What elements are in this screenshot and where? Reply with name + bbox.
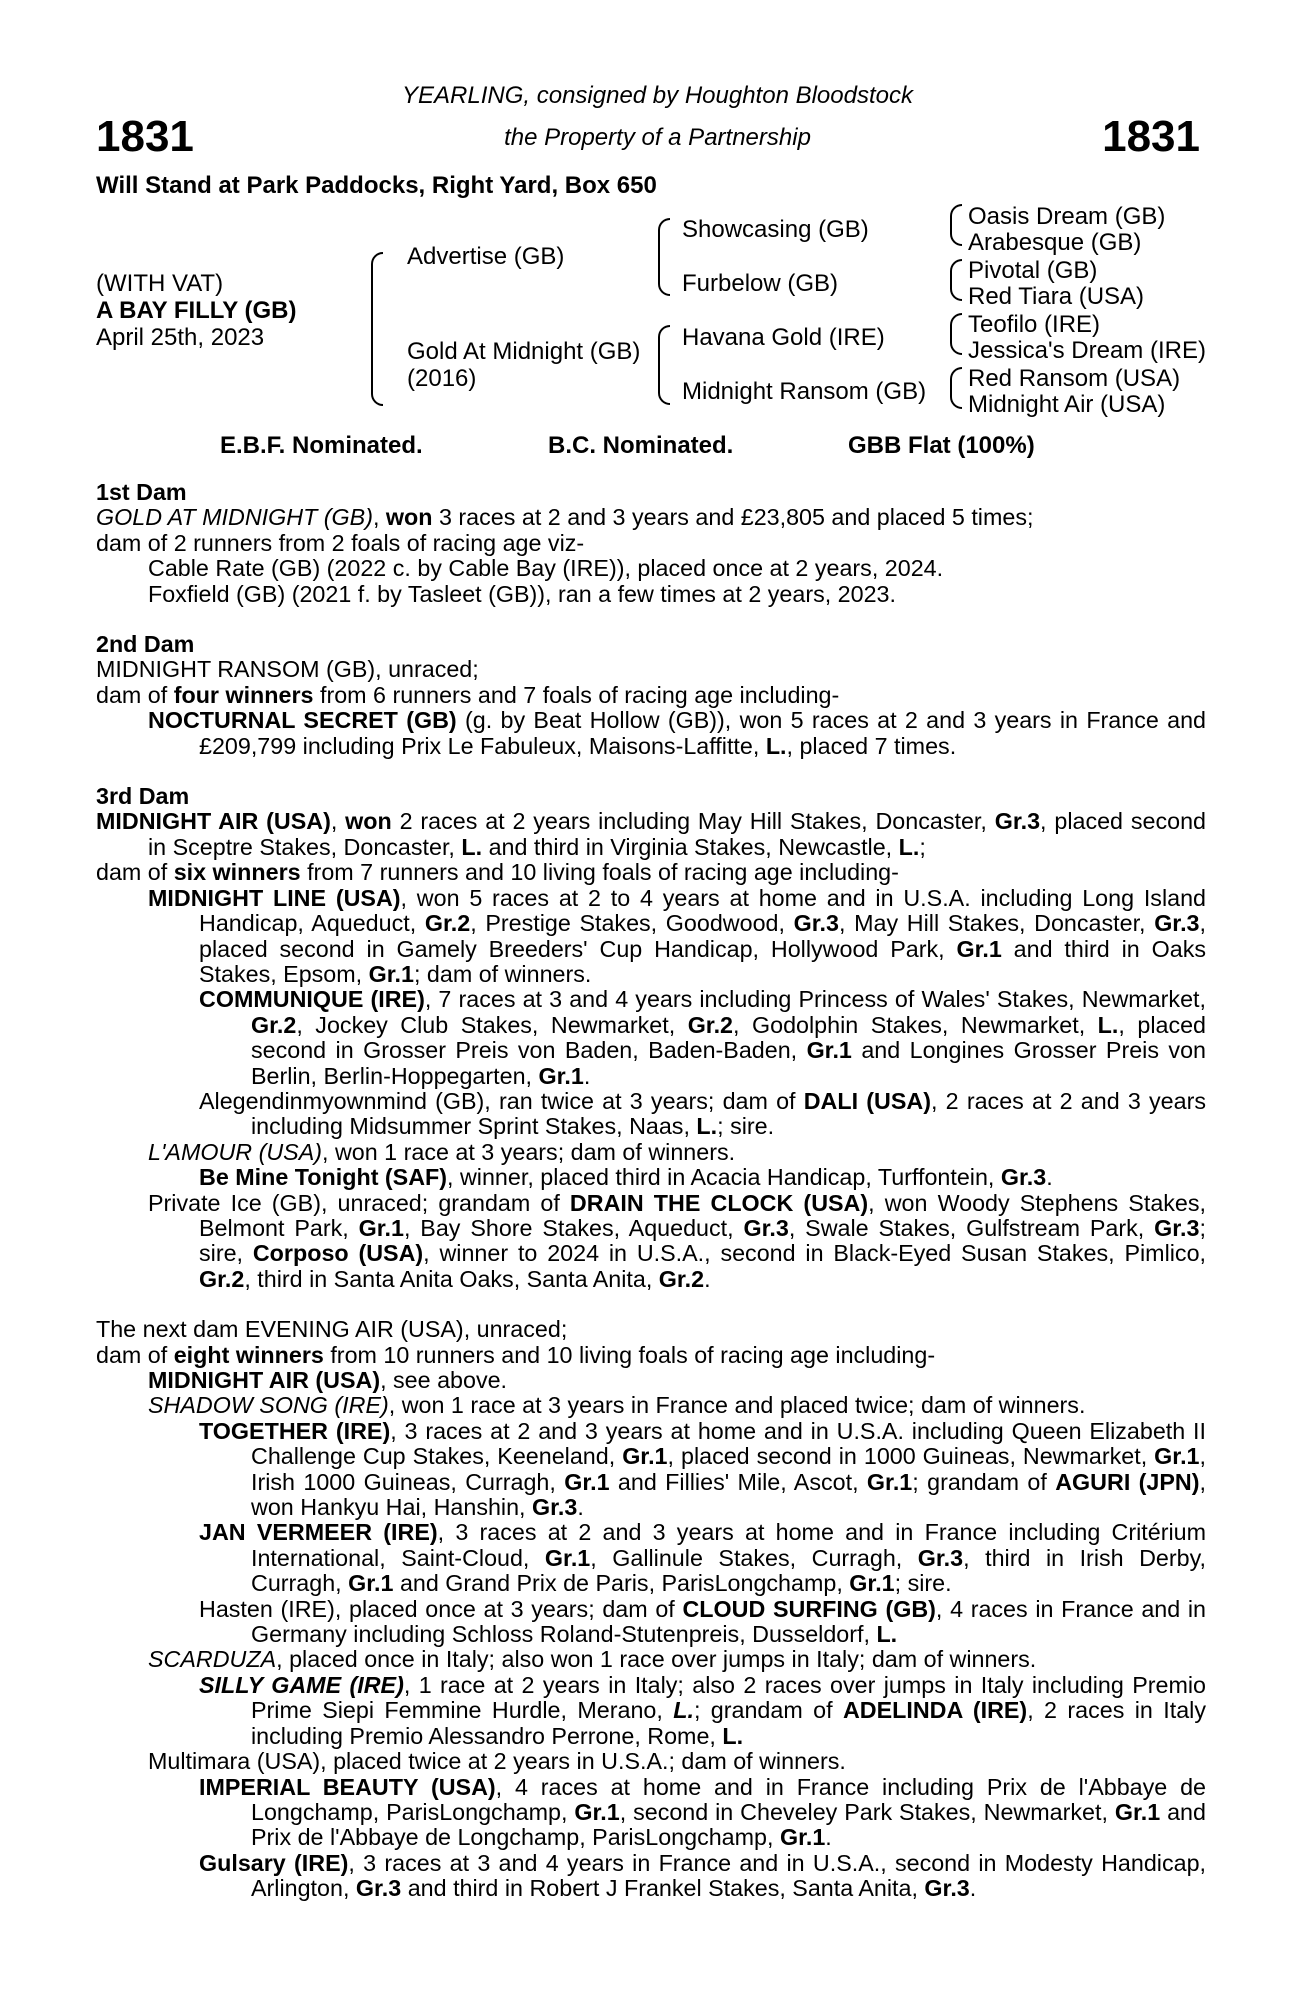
produce-entry: Foxfield (GB) (2021 f. by Tasleet (GB)), ran a few times at 2 years, 2023. xyxy=(148,580,896,607)
produce-entry: NOCTURNAL SECRET (GB) (g. by Beat Hollow (GB)), won 5 races at 2 and 3 years in France and £209,799 including Prix Le Fabuleux, Maisons-Laffitte, L., placed 7 times. xyxy=(148,707,1206,759)
ggp-7: Red Ransom (USA) xyxy=(968,365,1181,392)
produce-entry: Multimara (USA), placed twice at 2 years in U.S.A.; dam of winners. xyxy=(148,1748,846,1775)
ggp-1: Oasis Dream (GB) xyxy=(968,203,1166,230)
third-dam-line: MIDNIGHT AIR (USA), won 2 races at 2 years including May Hill Stakes, Doncaster, Gr.3, placed second in Sceptre Stakes, Doncaster, L. and third in Virginia Stakes, Newcastle, L.; xyxy=(96,808,1206,860)
pedigree-brace-g3 xyxy=(950,313,962,355)
next-dam-produce-summary: dam of eight winners from 10 runners and 10 living foals of racing age including- xyxy=(96,1341,936,1368)
ggp-4: Red Tiara (USA) xyxy=(968,283,1145,310)
produce-entry: Be Mine Tonight (SAF), winner, placed third in Acacia Handicap, Turffontein, Gr.3. xyxy=(199,1164,1053,1191)
ggp-2: Arabesque (GB) xyxy=(968,229,1142,256)
dam-foaled-year: (2016) xyxy=(407,365,477,392)
ggp-8: Midnight Air (USA) xyxy=(968,391,1166,418)
grandsire-paternal: Showcasing (GB) xyxy=(682,216,869,243)
produce-entry: Hasten (IRE), placed once at 3 years; dam of CLOUD SURFING (GB), 4 races in France and in Germany including Schloss Roland-Stutenpreis, Dusseldorf, L. xyxy=(199,1595,1206,1648)
lot-number-left: 1831 xyxy=(96,112,194,161)
produce-entry: Private Ice (GB), unraced; grandam of DRAIN THE CLOCK (USA), won Woody Stephens Stakes, Belmont Park, Gr.1, Bay Shore Stakes, Aqueduct, Gr.3, Swale Stakes, Gulfstream Park, Gr.3; sire, Corposo (USA), winner to 2024 in U.S.A., second in Black-Eyed Susan Stakes, Pimlico, Gr.2, third in Santa Anita Oaks, Santa Anita, Gr.2. xyxy=(148,1189,1207,1292)
third-dam-heading: 3rd Dam xyxy=(96,783,190,810)
produce-entry: Gulsary (IRE), 3 races at 3 and 4 years in France and in U.S.A., second in Modesty Handicap, Arlington, Gr.3 and third in Robert J Frankel Stakes, Santa Anita, Gr.3. xyxy=(199,1849,1206,1902)
pedigree-brace-g1 xyxy=(950,204,962,246)
granddam-maternal: Midnight Ransom (GB) xyxy=(682,378,927,405)
horse-name: A BAY FILLY (GB) xyxy=(96,297,297,324)
ggp-5: Teofilo (IRE) xyxy=(968,311,1101,338)
pedigree-brace-dam xyxy=(658,325,670,405)
pedigree-brace-main xyxy=(371,252,383,406)
produce-entry: L'AMOUR (USA), won 1 race at 3 years; dam of winners. xyxy=(148,1138,736,1165)
sire-name: Advertise (GB) xyxy=(407,243,565,270)
second-dam-produce-summary: dam of four winners from 6 runners and 7 foals of racing age including- xyxy=(96,681,840,708)
produce-entry: COMMUNIQUE (IRE), 7 races at 3 and 4 years including Princess of Wales' Stakes, Newmarket, Gr.2, Jockey Club Stakes, Newmarket, Gr.2, Godolphin Stakes, Newmarket, L., placed second in Grosser Preis von Baden, Baden-Baden, Gr.1 and Longines Grosser Preis von Berlin, Berlin-Hoppegarten, Gr.1. xyxy=(199,986,1207,1089)
third-dam-produce-summary: dam of six winners from 7 runners and 10 living foals of racing age including- xyxy=(96,859,899,886)
pedigree-brace-g2 xyxy=(950,259,962,301)
first-dam-heading: 1st Dam xyxy=(96,479,187,505)
produce-entry: Cable Rate (GB) (2022 c. by Cable Bay (IRE)), placed once at 2 years, 2024. xyxy=(148,555,944,582)
grandsire-maternal: Havana Gold (IRE) xyxy=(682,324,885,351)
produce-entry: SCARDUZA, placed once in Italy; also won 1 race over jumps in Italy; dam of winners. xyxy=(148,1646,1037,1673)
consignor-line: YEARLING, consigned by Houghton Bloodstock xyxy=(402,82,913,109)
produce-entry: TOGETHER (IRE), 3 races at 2 and 3 years at home and in U.S.A. including Queen Elizabeth II Challenge Cup Stakes, Keeneland, Gr.1, placed second in 1000 Guineas, Newmarket, Gr.1, Irish 1000 Guineas, Curragh, Gr.1 and Fillies' Mile, Ascot, Gr.1; grandam of AGURI (JPN), won Hankyu Hai, Hanshin, Gr.3. xyxy=(199,1417,1207,1521)
produce-entry: IMPERIAL BEAUTY (USA), 4 races at home and in France including Prix de l'Abbaye de Longchamp, ParisLongchamp, Gr.1, second in Cheveley Park Stakes, Newmarket, Gr.1 and Prix de l'Abbaye de Longchamp, ParisLongchamp, Gr.1. xyxy=(199,1773,1206,1851)
pedigree-brace-sire xyxy=(658,218,670,296)
bc-nomination: B.C. Nominated. xyxy=(548,432,734,459)
produce-entry: MIDNIGHT LINE (USA), won 5 races at 2 to 4 years at home and in U.S.A. including Long Island Handicap, Aqueduct, Gr.2, Prestige Stakes, Goodwood, Gr.3, May Hill Stakes, Doncaster, Gr.3, placed second in Gamely Breeders' Cup Handicap, Hollywood Park, Gr.1 and third in Oaks Stakes, Epsom, Gr.1; dam of winners. xyxy=(148,884,1207,987)
produce-entry: MIDNIGHT AIR (USA), see above. xyxy=(148,1367,508,1393)
produce-entry: JAN VERMEER (IRE), 3 races at 2 and 3 years at home and in France including Critérium International, Saint-Cloud, Gr.1, Gallinule Stakes, Curragh, Gr.3, third in Irish Derby, Curragh, Gr.1 and Grand Prix de Paris, ParisLongchamp, Gr.1; sire. xyxy=(199,1519,1206,1597)
gbb-flat: GBB Flat (100%) xyxy=(848,432,1035,459)
ggp-3: Pivotal (GB) xyxy=(968,257,1098,284)
produce-entry: SILLY GAME (IRE), 1 race at 2 years in Italy; also 2 races over jumps in Italy including Premio Prime Siepi Femmine Hurdle, Merano, L.; grandam of ADELINDA (IRE), 2 races in Italy including Premio Alessandro Perrone, Rome, L. xyxy=(199,1671,1206,1749)
second-dam-line: MIDNIGHT RANSOM (GB), unraced; xyxy=(96,656,479,683)
pedigree-brace-g4 xyxy=(950,367,962,409)
property-line: the Property of a Partnership xyxy=(504,124,811,151)
first-dam-line: GOLD AT MIDNIGHT (GB), won 3 races at 2 and 3 years and £23,805 and placed 5 times; xyxy=(96,504,1034,531)
next-dam-line: The next dam EVENING AIR (USA), unraced; xyxy=(96,1316,568,1343)
granddam-paternal: Furbelow (GB) xyxy=(682,270,839,297)
lot-number-right: 1831 xyxy=(1102,112,1200,161)
dam-name: GOLD AT MIDNIGHT (GB) xyxy=(96,504,373,531)
produce-entry: SHADOW SONG (IRE), won 1 race at 3 years in France and placed twice; dam of winners. xyxy=(148,1392,1086,1419)
stand-location: Will Stand at Park Paddocks, Right Yard, Box 650 xyxy=(96,172,657,199)
vat-label: (WITH VAT) xyxy=(96,270,224,297)
ebf-nomination: E.B.F. Nominated. xyxy=(220,432,423,459)
foaling-date: April 25th, 2023 xyxy=(96,324,265,351)
produce-entry: Alegendinmyownmind (GB), ran twice at 3 years; dam of DALI (USA), 2 races at 2 and 3 years including Midsummer Sprint Stakes, Naas, L.; sire. xyxy=(199,1087,1207,1140)
second-dam-heading: 2nd Dam xyxy=(96,631,195,658)
ggp-6: Jessica's Dream (IRE) xyxy=(968,337,1206,364)
dam-name: Gold At Midnight (GB) xyxy=(407,338,641,365)
first-dam-produce-summary: dam of 2 runners from 2 foals of racing age viz- xyxy=(96,529,585,556)
produce-record xyxy=(96,480,1206,1902)
